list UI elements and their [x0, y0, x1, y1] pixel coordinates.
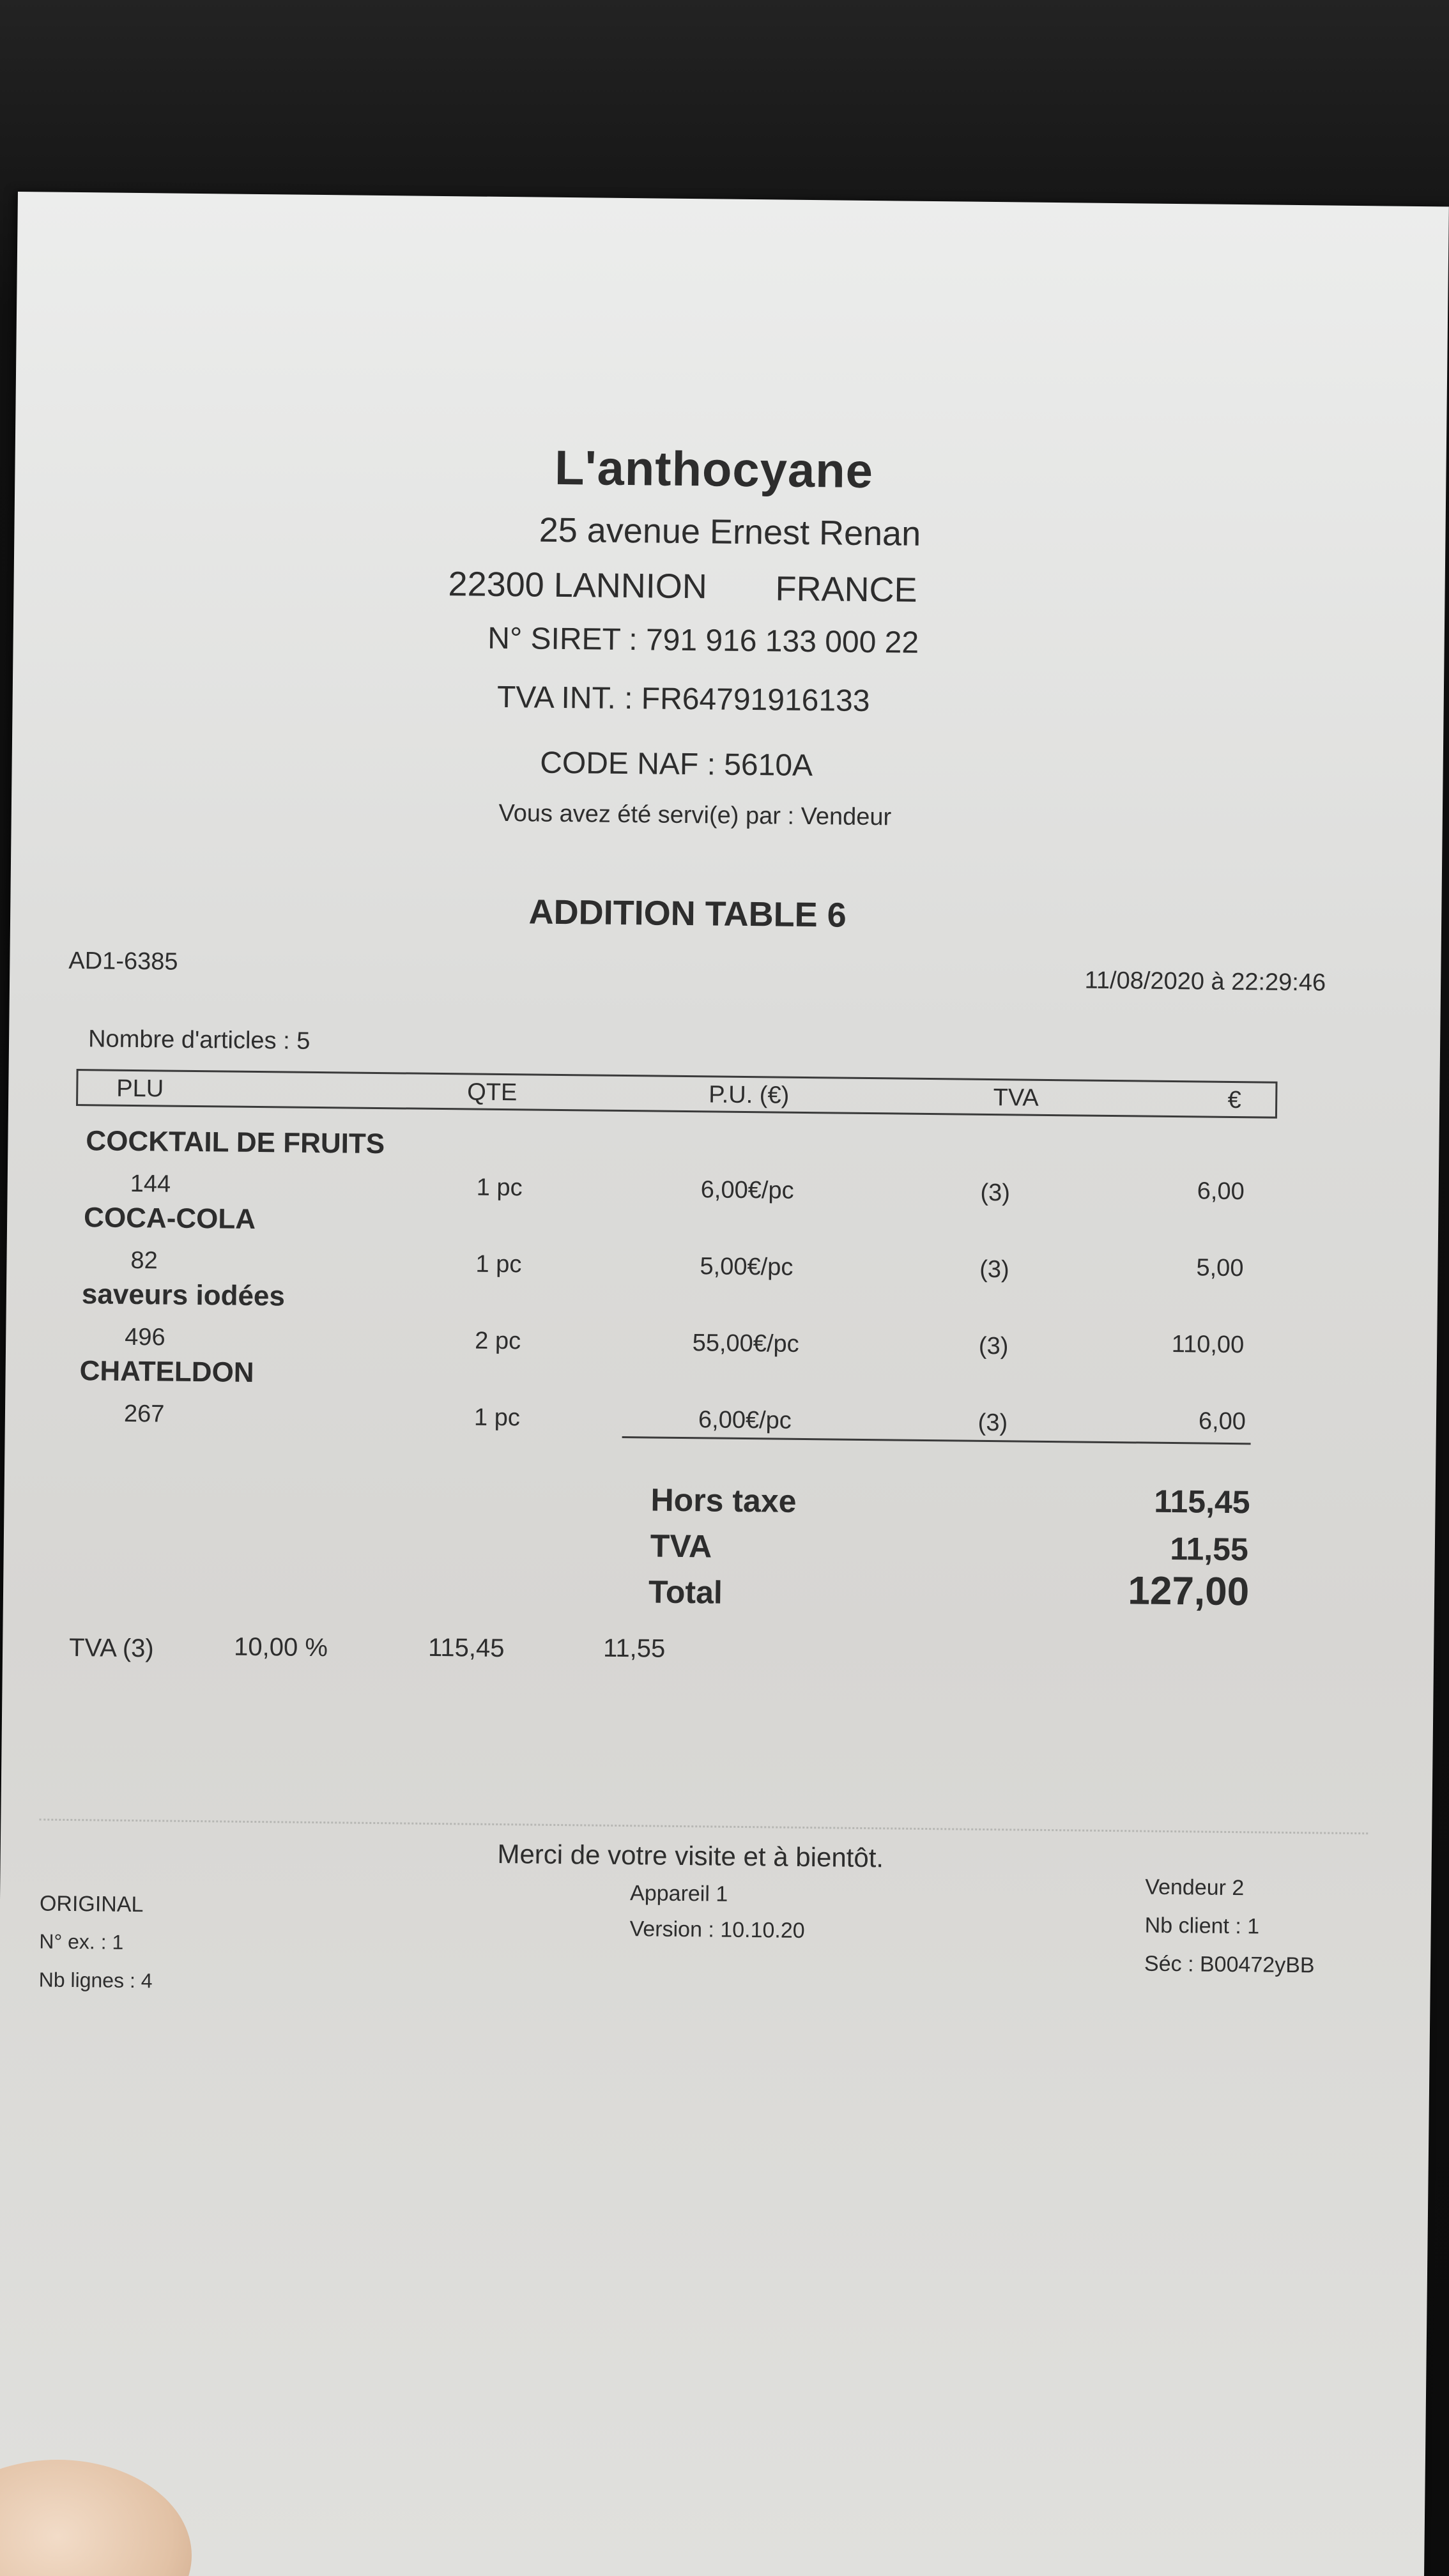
- footer-original: ORIGINAL: [39, 1891, 144, 1917]
- item-qty: 2 pc: [475, 1327, 521, 1355]
- thanks-message: Merci de votre visite et à bientôt.: [497, 1839, 884, 1873]
- item-name: COCKTAIL DE FRUITS: [86, 1125, 385, 1160]
- item-qty: 1 pc: [476, 1174, 523, 1202]
- store-address: 25 avenue Ernest Renan: [539, 510, 921, 553]
- bill-id: AD1-6385: [68, 947, 178, 976]
- total-tva-value: 11,55: [1170, 1531, 1249, 1568]
- item-name: CHATELDON: [79, 1355, 254, 1388]
- item-unit-price: 6,00€/pc: [700, 1176, 794, 1204]
- item-qty: 1 pc: [473, 1404, 521, 1432]
- total-ht-value: 115,45: [1154, 1483, 1250, 1521]
- total-tva-label: TVA: [650, 1528, 712, 1565]
- item-plu: 496: [125, 1323, 165, 1351]
- item-name: saveurs iodées: [81, 1278, 286, 1312]
- store-country: FRANCE: [775, 569, 917, 610]
- served-by: Vous avez été servi(e) par : Vendeur: [498, 799, 892, 831]
- store-name: L'anthocyane: [554, 440, 874, 499]
- item-plu: 267: [123, 1400, 165, 1428]
- header-unit-price: P.U. (€): [709, 1081, 790, 1109]
- store-tva-int: TVA INT. : FR64791916133: [496, 680, 870, 719]
- store-naf: CODE NAF : 5610A: [539, 746, 813, 783]
- footer-client-count: Nb client : 1: [1144, 1913, 1260, 1939]
- total-label: Total: [648, 1574, 723, 1611]
- article-count: Nombre d'articles : 5: [88, 1025, 310, 1055]
- tva-breakdown-rate: 10,00 %: [233, 1632, 328, 1662]
- header-plu: PLU: [116, 1075, 164, 1103]
- item-tva: (3): [977, 1409, 1008, 1437]
- item-tva: (3): [979, 1255, 1009, 1284]
- item-amount: 6,00: [1198, 1407, 1246, 1436]
- footer-seller: Vendeur 2: [1145, 1874, 1245, 1901]
- footer-separator: [39, 1818, 1368, 1834]
- item-amount: 110,00: [1171, 1331, 1245, 1359]
- item-unit-price: 55,00€/pc: [692, 1330, 799, 1358]
- footer-device: Appareil 1: [629, 1881, 728, 1906]
- item-qty: 1 pc: [475, 1250, 522, 1278]
- item-name: COCA-COLA: [83, 1202, 256, 1235]
- store-siret: N° SIRET : 791 916 133 000 22: [487, 621, 919, 660]
- total-value: 127,00: [1128, 1568, 1250, 1614]
- item-tva: (3): [978, 1332, 1009, 1360]
- item-plu: 144: [130, 1170, 171, 1198]
- header-amount: €: [1227, 1086, 1242, 1114]
- table-header: [76, 1069, 1278, 1119]
- total-ht-label: Hors taxe: [650, 1482, 797, 1519]
- subtotal-divider: [622, 1436, 1251, 1445]
- item-unit-price: 5,00€/pc: [700, 1253, 793, 1281]
- item-tva: (3): [980, 1179, 1011, 1207]
- item-plu: 82: [130, 1246, 158, 1275]
- header-qty: QTE: [466, 1078, 518, 1107]
- bill-title: ADDITION TABLE 6: [528, 893, 847, 935]
- footer-version: Version : 10.10.20: [629, 1917, 805, 1943]
- footer-sec: Séc : B00472yBB: [1144, 1951, 1315, 1978]
- footer-copy-number: N° ex. : 1: [39, 1929, 124, 1954]
- store-city: 22300 LANNION: [448, 565, 708, 606]
- tva-breakdown-base: 115,45: [427, 1633, 505, 1663]
- receipt-paper: [0, 192, 1449, 2576]
- bill-datetime: 11/08/2020 à 22:29:46: [1084, 967, 1326, 997]
- item-unit-price: 6,00€/pc: [698, 1406, 792, 1434]
- item-amount: 6,00: [1197, 1177, 1245, 1206]
- item-amount: 5,00: [1196, 1254, 1244, 1282]
- header-tva: TVA: [993, 1084, 1039, 1112]
- footer-line-count: Nb lignes : 4: [38, 1968, 153, 1993]
- tva-breakdown-code: TVA (3): [68, 1633, 154, 1663]
- tva-breakdown-amount: 11,55: [602, 1634, 666, 1663]
